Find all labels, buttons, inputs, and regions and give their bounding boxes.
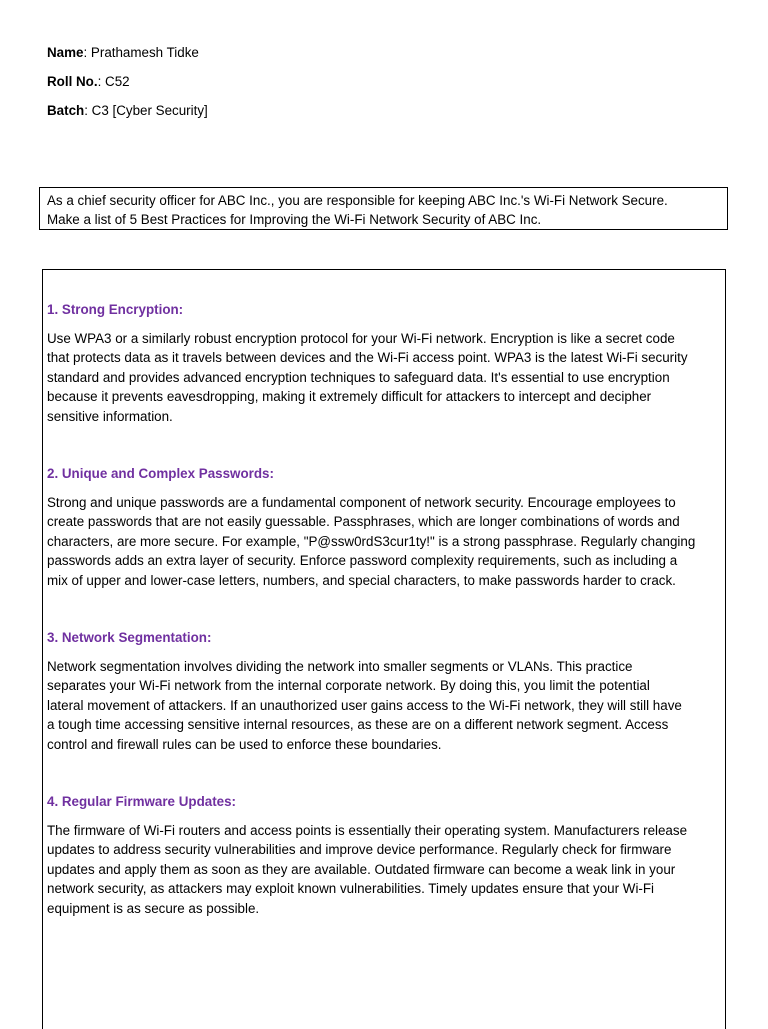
- body-line: characters, are more secure. For example, "P@ssw0rdS3cur1ty!" is a strong passphrase. Regularly changing: [47, 533, 696, 549]
- section-body: [47, 821, 717, 918]
- section-body: [47, 329, 717, 426]
- body-line: separates your Wi-Fi network from the internal corporate network. By doing this, you limit the potential: [47, 678, 650, 694]
- question-line-2: Make a list of 5 Best Practices for Improving the Wi-Fi Network Security of ABC Inc.: [47, 212, 542, 228]
- body-line: updates and apply them as soon as they are available. Outdated firmware can become a weak link in your: [47, 861, 676, 877]
- section-body: [47, 493, 717, 590]
- batch-value: : C3 [Cyber Security]: [84, 103, 208, 118]
- body-line: network security, as attackers may exploit known vulnerabilities. Timely updates ensure that your Wi-Fi: [47, 881, 655, 897]
- body-line: a tough time accessing sensitive internal resources, as these are on a different network segment. Access: [47, 717, 669, 733]
- section-firmware-updates: [47, 793, 717, 918]
- roll-value: : C52: [97, 74, 130, 89]
- body-line: sensitive information.: [47, 408, 173, 424]
- body-line: The firmware of Wi-Fi routers and access points is essentially their operating system. Manufacturers release: [47, 823, 688, 838]
- body-line: create passwords that are not easily guessable. Passphrases, which are longer combinations of words and: [47, 514, 680, 530]
- body-line: standard and provides advanced encryption techniques to safeguard data. It's essential to use encryption: [47, 369, 670, 385]
- body-line: mix of upper and lower-case letters, numbers, and special characters, to make passwords harder to crack.: [47, 572, 676, 588]
- name-value: : Prathamesh Tidke: [83, 45, 199, 60]
- roll-label: Roll No.: [47, 74, 98, 89]
- roll-number-line: [47, 73, 130, 91]
- name-label: Name: [47, 45, 84, 60]
- student-name-line: [47, 44, 199, 62]
- body-line: because it prevents eavesdropping, making it extremely difficult for attackers to intercept and decipher: [47, 389, 652, 405]
- answer-box: [42, 269, 726, 1029]
- body-line: lateral movement of attackers. If an unauthorized user gains access to the Wi-Fi network, they will still have: [47, 697, 682, 713]
- batch-line: [47, 102, 208, 120]
- body-line: Strong and unique passwords are a fundamental component of network security. Encourage employees to: [47, 495, 676, 510]
- body-line: that protects data as it travels between devices and the Wi-Fi access point. WPA3 is the latest Wi-Fi security: [47, 350, 688, 366]
- body-line: passwords adds an extra layer of security. Enforce password complexity requirements, such as including a: [47, 553, 678, 569]
- section-heading: 1. Strong Encryption:: [47, 302, 184, 317]
- body-line: Network segmentation involves dividing the network into smaller segments or VLANs. This practice: [47, 659, 633, 674]
- body-line: equipment is as secure as possible.: [47, 900, 260, 916]
- question-line-1: As a chief security officer for ABC Inc., you are responsible for keeping ABC Inc.'s Wi-Fi Network Secure.: [47, 193, 668, 208]
- section-heading: 4. Regular Firmware Updates:: [47, 794, 237, 809]
- body-line: updates to address security vulnerabilities and improve device performance. Regularly check for firmware: [47, 842, 672, 858]
- question-box: [39, 187, 728, 230]
- section-heading: 3. Network Segmentation:: [47, 630, 212, 645]
- body-line: control and firewall rules can be used to enforce these boundaries.: [47, 736, 442, 752]
- section-unique-passwords: [47, 465, 717, 590]
- body-line: Use WPA3 or a similarly robust encryption protocol for your Wi-Fi network. Encryption is like a secret code: [47, 331, 675, 346]
- section-network-segmentation: [47, 629, 717, 754]
- batch-label: Batch: [47, 103, 85, 118]
- section-heading: 2. Unique and Complex Passwords:: [47, 466, 274, 481]
- section-strong-encryption: [47, 301, 717, 426]
- section-body: [47, 657, 717, 754]
